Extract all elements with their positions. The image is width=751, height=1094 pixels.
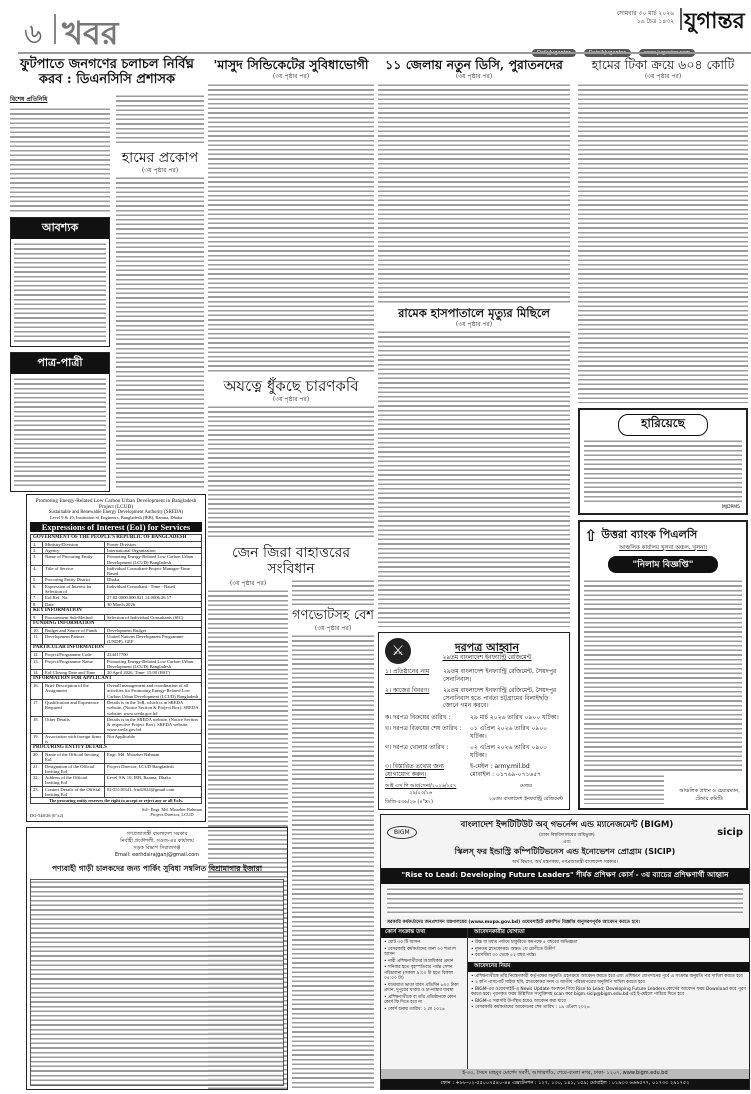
contact-email: ই-মেইল : army.mil.bd	[470, 763, 530, 771]
eoi-row	[31, 565, 202, 577]
page-number: ৬	[24, 17, 43, 50]
eoi-value: Details is in the ToR, which is in SREDA website, (Notice Section & Project Box). SREDA website: www.sreda.gov.bd	[105, 699, 202, 716]
eoi-num: 16.	[31, 683, 43, 700]
eoi-num: 21.	[31, 763, 43, 775]
eoi-num: 20.	[31, 751, 43, 763]
govt-notice-title: পণ্যবাহী গাড়ী চালকদের জন্য পার্কিং সুবিধা সম্বলিত বিশ্রামাগার ইজারা	[51, 864, 263, 873]
jugantor-logo: যুগান্তর	[684, 8, 745, 34]
bullet-item: • শনিবার হতে বৃহস্পতিবার পর্যন্ত সেশন পরিচালনা (সকাল ৯:০০ টা হতে বিকাল ০৫:০০ টা)	[384, 965, 454, 981]
eoi-row	[31, 775, 202, 787]
eoi-key: Expression of Interest for Selection of	[43, 583, 105, 595]
eoi-row	[31, 554, 202, 566]
eoi-num: 6.	[31, 583, 43, 595]
headline-footpath[interactable]: ফুটপাতে জনগণের চলাচল নির্বিঘ্ন করব : ডিএনসিসি প্রশাসক	[20, 57, 194, 87]
eoi-row	[31, 645, 202, 652]
ref-date: ২৯/০৩/২৬	[409, 789, 433, 796]
body-text	[378, 83, 570, 303]
section-title: খবর	[62, 14, 119, 52]
eoi-num: 8.	[31, 601, 43, 607]
eoi-key: Other Details	[43, 716, 105, 733]
date-label: খ। দরপত্র বিক্রয়ের শেষ তারিখ :	[385, 725, 462, 733]
eoi-project: Promoting Energy-Related Low Carbon Urban Development in Bangladesh Project (LCUD)	[35, 498, 197, 510]
bigm-advertisement	[380, 814, 750, 1090]
body-text	[116, 94, 204, 146]
date-bengali: ১৬ চৈত্র ১৪৩২	[636, 17, 674, 25]
eoi-row	[31, 745, 202, 752]
eligibility-list	[468, 938, 749, 962]
ref-number: আই এস পি আর/সেনা/২০২৬/২৫৭	[385, 783, 457, 790]
govt-line: গণপ্রজাতন্ত্রী বাংলাদেশ সরকার	[126, 831, 188, 837]
eoi-key: Project/Programme Code	[43, 652, 105, 658]
headline-dc[interactable]: ১১ জেলায় নতুন ডিসি, পুরাতনদের	[385, 57, 563, 72]
bullet-item: • প্রশিক্ষণার্থীকে তাঁর নিয়ন্ত্রণকারী কর্তৃপক্ষের অনুমতি গ্রহণক্রমে আবেদন করতে হবে এবং প্রশিক্ষণে যোগদানের পূর্বে এ সংক্রান্ত অনুমতি পত্র দাখিল করতে হবে	[471, 973, 743, 979]
bigm-affiliation: (ঢাকা বিশ্ববিদ্যালয়ের অধিভুক্ত)	[539, 833, 595, 838]
contact-phone: মোবাইল : ০১৭৬৯-০৭১৬৫৭	[470, 770, 542, 778]
eoi-num: 17.	[31, 699, 43, 716]
eoi-row	[31, 607, 202, 614]
divider	[54, 14, 56, 44]
eoi-signatory: Sd/- Engr. Md. Moazher Rahman	[142, 807, 202, 813]
course-info-title: কোর্স সংক্রান্ত তথ্য	[381, 928, 467, 938]
eoi-signatory-title: Project Director, LCUD	[150, 812, 194, 818]
eoi-key: EoI Ref. No.	[43, 595, 105, 601]
eoi-value: Dhaka	[105, 577, 202, 583]
dg-number: ডিজি-৫৩৬/২৬ (৪"x২)	[385, 798, 433, 805]
eoi-row	[31, 614, 202, 620]
headline-masud[interactable]: 'মাসুদ সিন্ডিকেটের সুবিধাভোগী	[213, 57, 369, 72]
bigm-address: ই-৩৩, সৈয়দ মাহবুব মোর্শেদ সরণী, আগারগাঁও, শেরে-বাংলা নগর, ঢাকা- ১২০৭, www.bigm.edu.bd	[381, 1069, 749, 1079]
sicip-logo: sicip	[717, 826, 743, 838]
matrimony-title: পাত্র-পাত্রী	[11, 353, 109, 374]
application-rules-list	[468, 972, 749, 1014]
body-text	[116, 176, 204, 490]
eoi-key: Brief Description of the Assignment	[43, 683, 105, 700]
eoi-value: Individual Consultant · Time - Based	[105, 583, 202, 595]
eoi-key: Development Partner	[43, 633, 105, 645]
eoi-notice	[26, 494, 206, 822]
eoi-num: 3.	[31, 554, 43, 566]
eoi-value: Individual Consultant-Project Manager-Time Based	[105, 565, 202, 577]
bullet-item: • উচ্চ বা মধ্যম পর্যায়ে চাকুরিতে কমপক্ষে ৫ বছরের অভিজ্ঞতা	[471, 940, 578, 945]
eoi-key: Qualification and Experience Required	[43, 699, 105, 716]
eoi-footer-note: The procuring entity reserves the right to accept or reject any or all EoIs.	[30, 798, 202, 804]
body-text	[378, 330, 570, 627]
date-value: ০১ এপ্রিল ২০২৬ তারিখ ০৯০০ ঘটিকা।	[470, 725, 548, 740]
jump-line: (৩য় পৃষ্ঠার পর)	[272, 73, 310, 81]
eoi-num: 23.	[31, 786, 43, 798]
eoi-row	[31, 786, 202, 798]
eoi-row	[31, 633, 202, 645]
body-text	[208, 405, 374, 540]
bank-branch: আঞ্চলিক কার্যালয় খুলনা অঞ্চল, খুলনা।	[619, 545, 707, 551]
eoi-key: Date	[43, 601, 105, 607]
tender-unit: ২৯তম বাংলাদেশ ইনফ্যান্ট্রি রেজিমেন্ট	[442, 654, 532, 662]
eoi-key: Procurement Sub-Method	[43, 614, 105, 620]
lost-id: MJDPM5	[721, 505, 740, 510]
eoi-section: PARTICULAR INFORMATION	[31, 645, 202, 652]
eoi-section: INFORMATION FOR APPLICANT	[31, 676, 202, 683]
govt-email: Email: eerhdsirajganj@gmail.com	[114, 852, 200, 858]
bigm-name: বাংলাদেশ ইন্সটিটিউট অব্ গভর্নেন্স এন্ড ম্যানেজমেন্ট (BIGM)	[460, 820, 674, 830]
eoi-key: Name of Procuring Entity	[43, 554, 105, 566]
eoi-value: Power Division	[105, 541, 202, 547]
body-text	[208, 83, 374, 373]
eoi-row	[31, 535, 202, 542]
item-value: ২৯তম বাংলাদেশ ইনফ্যান্ট্রি রেজিমেন্ট, সৈয়দপুর সেনানিবাস হতে পার্বত্য চট্টগ্রামের বিলাইছড়ি জোনে গমন করবে।	[443, 687, 557, 710]
bullet-item: • ২ কপি পাসপোর্ট সাইজ ছবি, স্নাতকোত্তর সনদ ও জাতীয় পরিচয়পত্রের অনুলিপি দাখিল করতে হবে	[471, 980, 645, 985]
govt-lease-notice	[26, 827, 288, 1090]
application-rules-title: আবেদনের নিয়ম	[468, 962, 749, 972]
eoi-num: 14.	[31, 670, 43, 676]
bullet-item: • ন্যূনতম স্নাতকোত্তর। অন্তত ২য় শ্রেণীতে উত্তীর্ণ	[471, 946, 555, 952]
bullet-item: • বেসরকারি কর্মকর্তাদের আবেদনের শেষ তারিখ : ১৯ এপ্রিল ২০২৬	[471, 1005, 590, 1010]
body-text	[292, 634, 374, 1090]
eoi-value: Details is in the SREDA website, (Notice Section & respective Project Box). SREDA website: www.sreda.gov.bd	[105, 716, 202, 733]
jump-line: (৩য় পৃষ্ঠার পর)	[455, 73, 493, 81]
eoi-key: EoI Closing Date and Time	[43, 670, 105, 676]
eoi-row	[31, 733, 202, 745]
header-rule	[18, 52, 751, 54]
bullet-item: • বয়সসীমা ৩০ থেকে ৫২ বছর পর্যন্ত।	[471, 953, 537, 958]
headline-genz[interactable]: জেন জিরা বাহাত্তরের সংবিধান	[231, 545, 351, 578]
eoi-section: PROCURING ENTITY DETAILS	[31, 745, 202, 752]
eoi-num: 18.	[31, 716, 43, 733]
body-text	[10, 107, 110, 214]
eoi-row	[31, 683, 202, 700]
army-crest-icon: ⚔	[385, 638, 411, 664]
govt-line: সড়ক বিভাগ সিরাজগঞ্জ	[133, 845, 181, 851]
eoi-key: Name of the Official Inviting EoI	[43, 751, 105, 763]
eoi-row	[31, 676, 202, 683]
classified-matrimony	[10, 352, 110, 492]
sicip-name: স্কিলস্ ফর ইন্ডাস্ট্রি কম্পিটিটিভনেস এন্ড ইনোভেশন প্রোগ্রাম (SICIP)	[454, 847, 676, 856]
dg-number: DG-548/26 (6"x2)	[30, 813, 64, 819]
eoi-num: 19.	[31, 733, 43, 745]
bullet-item: • BIGM-এর ওয়েবসাইট-এ News Update অপশনে গিয়ে Rise to Lead: Developing Future Leaders কোর্সের আবেদন ফরম Download করে পূরণ করতে হবে। পূরণকৃত ফরম উল্লিখিত সংযুক্তিসহ scan করে bigm.sicip@bigm.edu.bd-এই ই-মেইলে পাঠিয়ে দিতে হবে	[471, 986, 746, 997]
headline-gonovote[interactable]: গণভোটসহ বেশ	[292, 608, 374, 624]
eoi-key: Procuring Entity District	[43, 577, 105, 583]
bank-signatory: আঞ্চলিক প্রধান ও চেয়ারম্যান, টেন্ডার কমিটি।	[679, 788, 740, 802]
eoi-key: Agency	[43, 548, 105, 554]
bullet-item: • কোর্স শুরুর তারিখ: ২ মে ২০২৬	[384, 1006, 445, 1012]
lost-title: হারিয়েছে	[618, 414, 708, 436]
jump-line: (৩য় পৃষ্ঠার পর)	[644, 73, 682, 81]
eoi-num: 12.	[31, 652, 43, 658]
bullet-item: • নারী প্রশিক্ষণার্থীদের অগ্রাধিকার প্রদান	[384, 958, 454, 964]
body-text	[292, 579, 374, 605]
eoi-value: Promoting Energy-Related Low Carbon Urban Development (LCUD) Bangladesh	[105, 554, 202, 566]
headline-charankobi[interactable]: অযত্নে ধুঁকছে চারণকবি	[223, 376, 359, 395]
conjunction: এবং	[562, 840, 571, 845]
contact-label: ৩। বিস্তারিত তথ্যের জন্য যোগাযোগ করুন।	[385, 763, 444, 778]
eoi-key: Address of the Official Inviting EoI	[43, 775, 105, 787]
bigm-banner: "Rise to Lead: Developing Future Leaders" শীর্ষক প্রশিক্ষণ কোর্স - ৩য় ব্যাচের প্রশিক্ষণার্থী আহ্বান	[381, 868, 749, 884]
eoi-value: 02-55110341, lcud2024@gmail.com	[105, 786, 202, 798]
bigm-phone: ফোন : +৮৮-০২-৫৫০০৭৫৪০-৪৪ এক্সটেনশন : ১২৭, ১৩০, ১৪১, ১৫৯; মোবাইল : ০১৯৩৩ ৬৬৬৫৭৭, ০১৭৩৩ ২৯১৭৫২	[381, 1079, 749, 1089]
eoi-value: 20 April 2026, Time: 15:00 (BST)	[105, 670, 202, 676]
bullet-item: • প্রশিক্ষণার্থীকে বা তাঁর প্রতিষ্ঠানকে কোন কোর্স ফি দিতে হবে না	[384, 994, 456, 1005]
wanted-title: আবশ্যক	[11, 218, 109, 239]
eoi-num: 22.	[31, 775, 43, 787]
eoi-num: 5.	[31, 577, 43, 583]
eoi-num: 11.	[31, 633, 43, 645]
eoi-row	[31, 620, 202, 627]
eoi-key: Title of Service	[43, 565, 105, 577]
ministry-line: অর্থ বিভাগ, অর্থ মন্ত্রণালয়, গণপ্রজাতন্ত্রী বাংলাদেশ সরকার।	[512, 860, 618, 865]
headline-hamer-prokop[interactable]: হামের প্রকোপ	[121, 150, 199, 166]
eoi-num: 10.	[31, 627, 43, 633]
eoi-num: 13.	[31, 658, 43, 670]
eoi-value: 224417700	[105, 652, 202, 658]
item-label: ১। প্রতিষ্ঠানের নাম	[385, 668, 430, 676]
signatory-rank: মেজর	[519, 783, 532, 790]
eoi-value: Level 9 & 10, IEB, Ramna, Dhaka	[105, 775, 202, 787]
bullet-item: • যাতায়াত ভাতা বাবদ প্রতিদিন ৬০০ টাকা প্রদান, দুপুরের খাবার ও চা-নাস্তার ব্যবস্থা	[384, 982, 459, 993]
jump-line: (৩য় পৃষ্ঠার পর)	[455, 320, 493, 328]
eoi-row	[31, 751, 202, 763]
eoi-row	[31, 658, 202, 670]
eoi-value: Development Budget	[105, 627, 202, 633]
eligibility-title: আবেদনকারীর যোগ্যতা	[468, 928, 749, 938]
tender-title: দরপত্র আহ্বান	[454, 640, 520, 654]
bigm-logo: BIGM	[387, 826, 417, 839]
classified-wanted	[10, 217, 110, 347]
bank-name: উত্তরা ব্যাংক পিএলসি	[601, 528, 698, 541]
page-header	[14, 4, 744, 54]
eoi-row	[31, 763, 202, 775]
eoi-row	[31, 583, 202, 595]
item-label: ২। কাজের বিবরণ।	[385, 687, 430, 695]
headline-vaccine[interactable]: হামের টিকা ক্রয়ে ৬০৪ কোটি	[591, 57, 735, 72]
bank-auction-notice	[578, 520, 748, 810]
eoi-value: Promoting Energy-Related Low Carbon Urban Development (LCUD) Bangladesh	[105, 658, 202, 670]
govt-line: নির্বাহী প্রকৌশলী, সওজ-এর কার্যালয়	[120, 838, 194, 844]
eoi-key: Designation of the Official Inviting EoI	[43, 763, 105, 775]
eoi-value: 30 March 2026	[105, 601, 202, 607]
eoi-section: FUNDING INFORMATION	[31, 620, 202, 627]
bullet-item: • বেসরকারি কর্মকর্তাদের জন্য ৩০ শতাংশ আসন	[384, 946, 456, 957]
eoi-value: Not Applicable	[105, 733, 202, 745]
lost-notice	[578, 408, 748, 515]
subhead-rmch[interactable]: রামেক হাসপাতালে মৃত্যুর মিছিলে	[398, 305, 550, 320]
bullet-item: • BIGM-এ সরাসরি উপস্থিত হয়েও আবেদন করা যাবে	[471, 998, 566, 1004]
tender-notice	[378, 632, 570, 810]
eoi-value: Overall management and coordination of all activities for Promoting Energy-Related Low Carbon Urban Development (LCUD) Bangladesh	[105, 683, 202, 700]
eoi-num: 9.	[31, 614, 43, 620]
uttara-bank-logo-icon: ⇧	[584, 526, 598, 545]
jump-line: (৩য় পৃষ্ঠার পর)	[229, 580, 267, 588]
jump-line: (৩য় পৃষ্ঠার পর)	[314, 625, 352, 633]
jump-line: (৩য় পৃষ্ঠার পর)	[141, 167, 179, 175]
website-note: সরকারি কর্মকর্তাদের জনপ্রশাসন মন্ত্রণালয়ের (www.mopa.gov.bd) ওয়েবসাইটে প্রকাশিত বিজ্ঞপ্তি অনুসরণপূর্বক আবেদন করতে হবে।	[387, 920, 641, 925]
eoi-title: Expressions of Interest (EoI) for Services	[30, 522, 202, 532]
date-gregorian: সোমবার ৩০ মার্চ ২০২৬	[616, 10, 674, 17]
date-label: গ। দরপত্র খোলার তারিখ :	[385, 744, 449, 752]
eoi-num: 7.	[31, 595, 43, 601]
bullet-item: • মোট ৩০ টি আসন	[384, 940, 421, 945]
item-value: ২৯তম বাংলাদেশ ইনফ্যান্ট্রি রেজিমেন্ট, সৈয়দপুর সেনানিবাস।	[443, 668, 557, 683]
signatory-unit: ২৯তম বাংলাদেশ ইনফ্যান্ট্রি রেজিমেন্ট	[488, 795, 563, 802]
eoi-table	[30, 534, 202, 798]
body-text	[578, 83, 748, 403]
eoi-key: Association with foreign firms is	[43, 733, 105, 745]
eoi-row	[31, 699, 202, 716]
eoi-key: Project/Programme Name	[43, 658, 105, 670]
course-info-list	[381, 938, 467, 1015]
eoi-key: Budget and Source of Funds	[43, 627, 105, 633]
eoi-section: GOVERNMENT OF THE PEOPLE'S REPUBLIC OF BANGLADESH	[31, 535, 202, 542]
eoi-num: 2.	[31, 548, 43, 554]
auction-title: "নিলাম বিজ্ঞপ্তি"	[608, 556, 718, 573]
byline: বিশেষ প্রতিনিধি	[10, 96, 48, 103]
jump-line: (৩য় পৃষ্ঠার পর)	[272, 395, 310, 403]
eoi-num: 4.	[31, 565, 43, 577]
eoi-value: International Organization	[105, 548, 202, 554]
eoi-value: United Nations Development Programme (UNDP), GEF	[105, 633, 202, 645]
date-value: ০২ এপ্রিল ২০২৬ তারিখ ০৯০০ ঘটিকা।	[470, 744, 548, 759]
eoi-key: Contact Details of the Official Inviting EoI	[43, 786, 105, 798]
eoi-agency: Sustainable and Renewable Energy Development Authority (SREDA)	[48, 510, 184, 515]
eoi-value: Selection of Individual Consultants (SIC)	[105, 614, 202, 620]
eoi-section: KEY INFORMATION	[31, 607, 202, 614]
date-value: ২৯ মার্চ ২০২৬ তারিখ ০৯০০ ঘটিকা।	[470, 713, 559, 721]
eoi-key: Ministry/Division	[43, 541, 105, 547]
eoi-num: 1.	[31, 541, 43, 547]
eoi-address: Level 9 & 10, Institution of Engineers, Bangladesh (IEB), Ramna, Dhaka	[49, 515, 183, 520]
eoi-value: Engr. Md. Moazher Rahman	[105, 751, 202, 763]
eoi-value: Project Director, LCUD Bangladesh	[105, 763, 202, 775]
eoi-row	[31, 716, 202, 733]
eoi-value: 27.02.0000.000.021.14.0006.26.17	[105, 595, 202, 601]
date-label: ক। দরপত্র বিক্রয়ের তারিখ :	[385, 713, 451, 721]
